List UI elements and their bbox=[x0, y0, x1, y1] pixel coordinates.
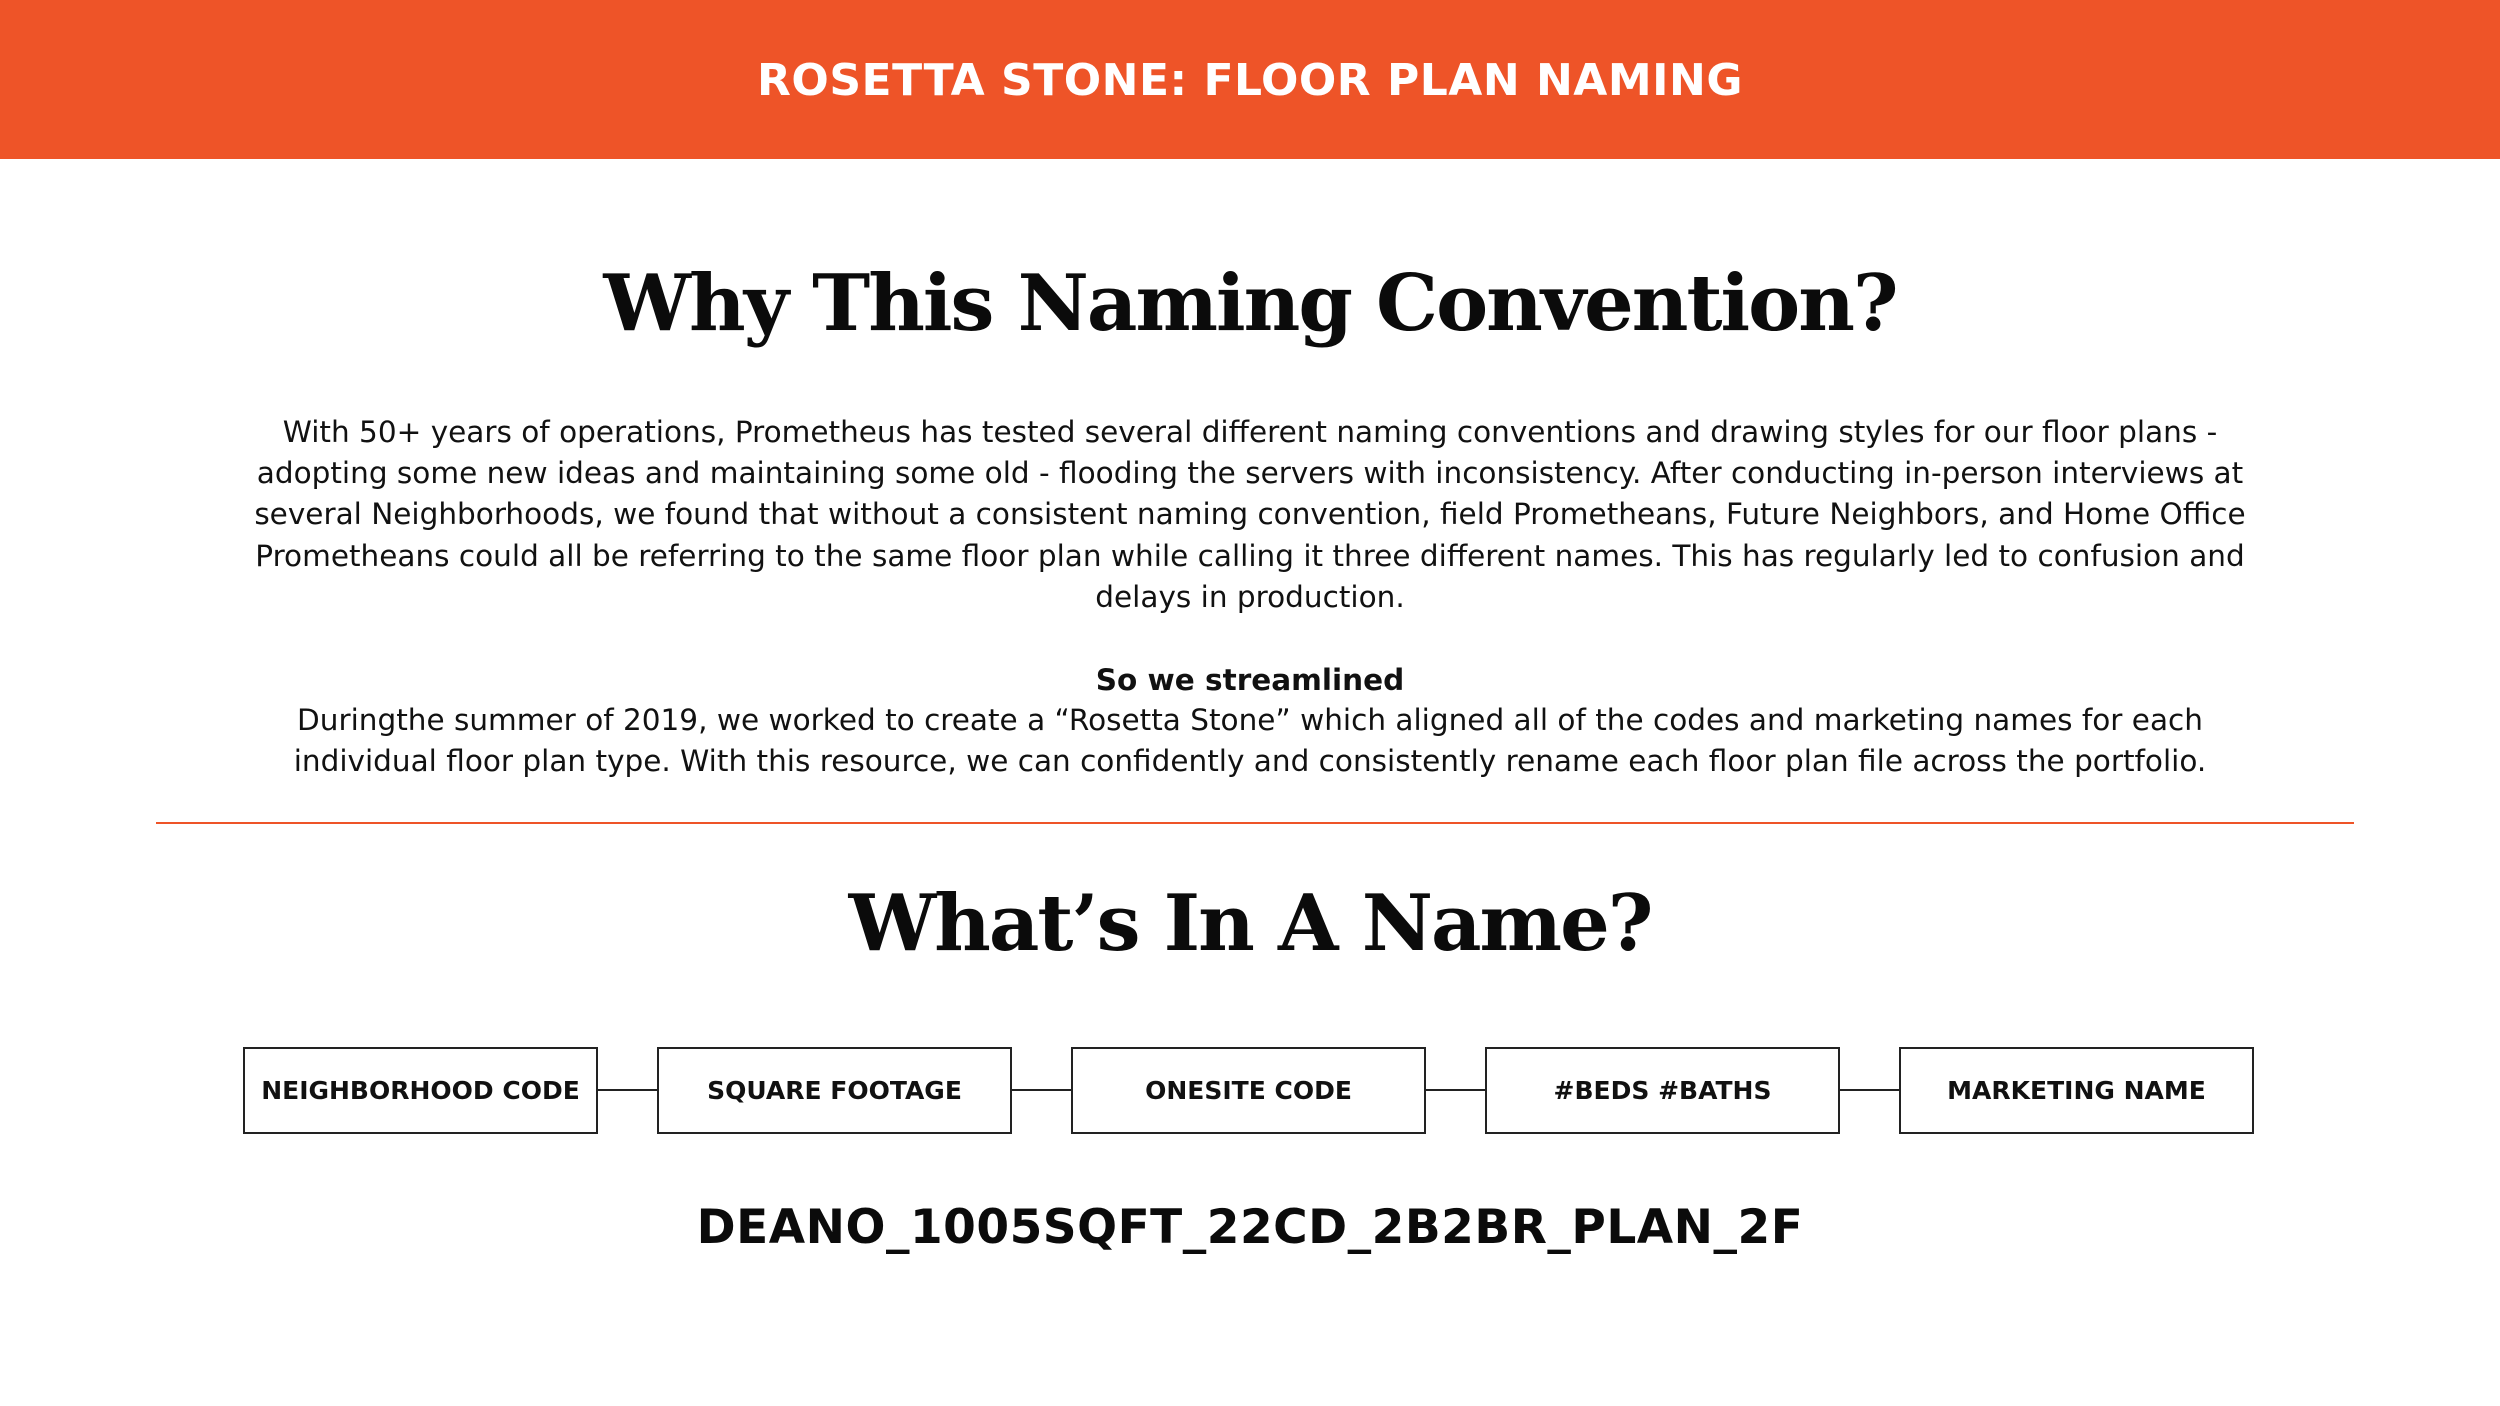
streamlined-paragraph: Duringthe summer of 2019, we worked to create a “Rosetta Stone” which aligned all of the codes and marketing names for each individual floor plan type. With this resource, we can confidently and consistently rename each floor plan file across the portfolio. bbox=[293, 703, 2207, 779]
name-part-neighborhood-code: NEIGHBORHOOD CODE bbox=[243, 1047, 598, 1134]
header-banner bbox=[0, 0, 2500, 159]
section-heading-why: Why This Naming Convention? bbox=[603, 258, 1897, 349]
connector-line bbox=[1840, 1089, 1900, 1091]
name-part-onesite-code: ONESITE CODE bbox=[1071, 1047, 1426, 1134]
intro-paragraph: With 50+ years of operations, Prometheus has tested several different naming conventions and drawing styles for our floor plans - adopting some new ideas and maintaining some old - flooding the servers with inconsistency. After conducting in-person interviews at several Neighborhoods, we found that without a consistent naming convention, field Prometheans, Future Neighbors, and Home Office Prometheans could all be referring to the same floor plan while calling it three different names. This has regularly led to confusion and delays in production. bbox=[254, 415, 2246, 614]
example-file-name: DEANO_1005SQFT_22CD_2B2BR_PLAN_2F bbox=[696, 1200, 1804, 1255]
streamlined-subheading: So we streamlined bbox=[1095, 663, 1405, 697]
name-part-square-footage: SQUARE FOOTAGE bbox=[657, 1047, 1012, 1134]
name-part-beds-baths: #BEDS #BATHS bbox=[1485, 1047, 1840, 1134]
banner-title: ROSETTA STONE: FLOOR PLAN NAMING bbox=[757, 55, 1743, 106]
section-divider bbox=[156, 822, 2354, 824]
section-heading-whats-in-a-name: What’s In A Name? bbox=[848, 878, 1652, 969]
name-part-marketing-name: MARKETING NAME bbox=[1899, 1047, 2254, 1134]
connector-line bbox=[1012, 1089, 1072, 1091]
connector-line bbox=[598, 1089, 658, 1091]
connector-line bbox=[1426, 1089, 1486, 1091]
